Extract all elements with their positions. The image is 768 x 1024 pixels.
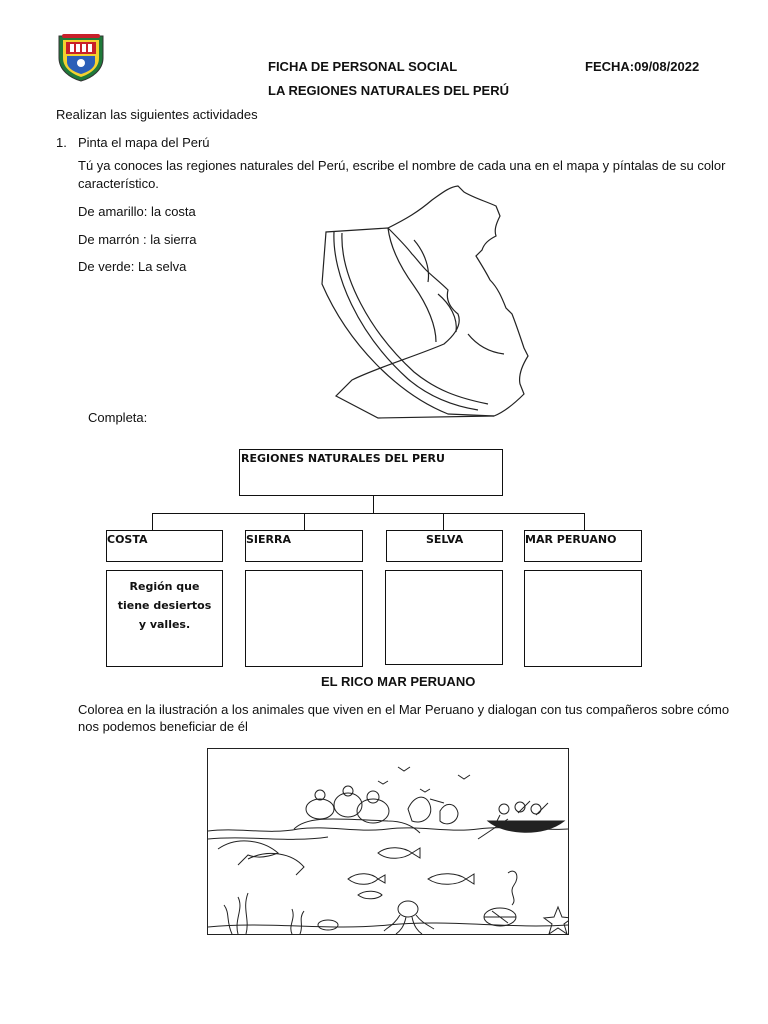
region-box-costa [106, 530, 223, 562]
peru-map [318, 184, 546, 420]
region-label: SIERRA [246, 533, 291, 546]
school-emblem [56, 32, 106, 82]
sea-instruction-line-1: Colorea en la ilustración a los animales que viven en el Mar Peruano y dialogan con tus compañeros sobre cómo [78, 702, 730, 717]
diagram-connector [152, 513, 585, 514]
answer-box-selva[interactable] [385, 570, 503, 665]
sea-instruction-line-2: nos podemos beneficiar de él [78, 719, 248, 734]
answer-text: Región que tiene desiertos y valles. [117, 580, 212, 631]
worksheet-title: FICHA DE PERSONAL SOCIAL [268, 59, 458, 74]
instruction-line-1: Tú ya conoces las regiones naturales del Perú, escribe el nombre de cada una en el mapa y píntalas de su color [78, 158, 726, 173]
diagram-connector [443, 513, 444, 530]
worksheet-date: FECHA:09/08/2022 [585, 59, 700, 74]
diagram-connector [304, 513, 305, 530]
diagram-connector [373, 496, 374, 514]
peru-map-icon [318, 184, 546, 420]
region-label: SELVA [426, 533, 464, 546]
region-label: COSTA [107, 533, 148, 546]
diagram-connector [584, 513, 585, 530]
region-box-selva [386, 530, 503, 562]
activity-title: Pinta el mapa del Perú [78, 135, 210, 150]
worksheet-subtitle: LA REGIONES NATURALES DEL PERÚ [268, 83, 510, 98]
answer-box-costa[interactable] [106, 570, 223, 667]
diagram-root-box [239, 449, 503, 496]
intro-text: Realizan las siguientes actividades [56, 107, 258, 122]
region-label: MAR PERUANO [525, 533, 617, 546]
diagram-root-label: REGIONES NATURALES DEL PERU [241, 452, 445, 465]
sea-section-title: EL RICO MAR PERUANO [321, 674, 476, 689]
region-box-mar-peruano [524, 530, 642, 562]
color-instruction-costa: De amarillo: la costa [78, 204, 196, 219]
color-instruction-selva: De verde: La selva [78, 259, 187, 274]
shield-icon [56, 32, 106, 82]
instruction-line-2: característico. [78, 176, 159, 191]
complete-label: Completa: [88, 410, 148, 425]
sea-illustration [207, 748, 569, 935]
answer-box-sierra[interactable] [245, 570, 363, 667]
activity-number: 1. [56, 135, 67, 150]
sea-animals-icon [208, 749, 568, 934]
diagram-connector [152, 513, 153, 530]
answer-box-mar-peruano[interactable] [524, 570, 642, 667]
color-instruction-sierra: De marrón : la sierra [78, 232, 197, 247]
region-box-sierra [245, 530, 363, 562]
